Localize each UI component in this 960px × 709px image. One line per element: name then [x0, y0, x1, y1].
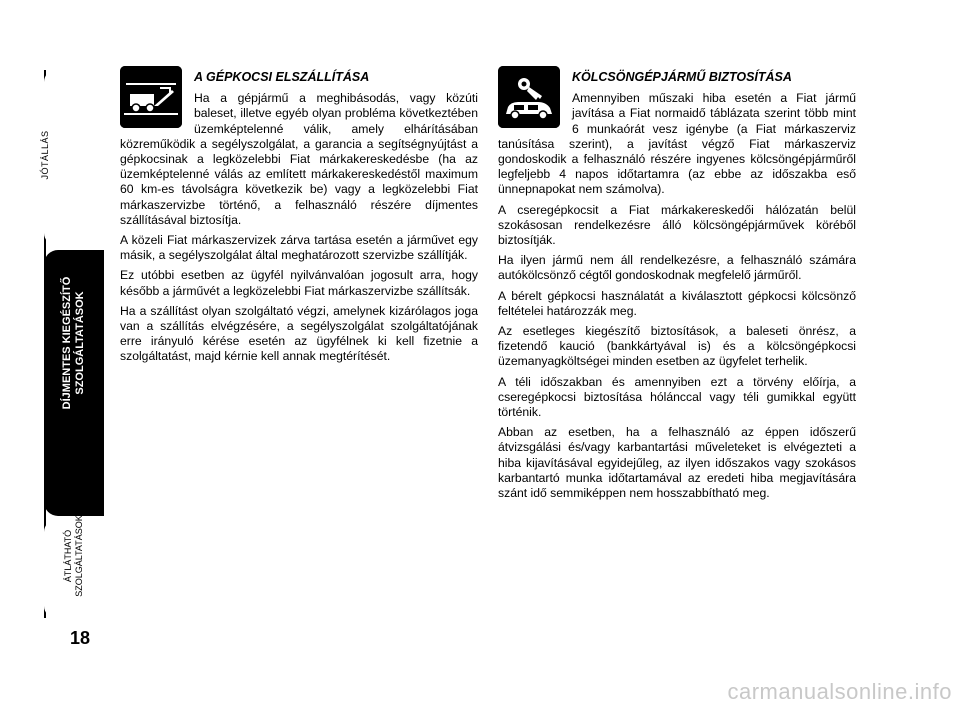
paragraph: Abban az esetben, ha a felhasználó az éppen időszerű átvizsgálási és/vagy karbantartási műveleteket is elvégezteti a hiba kijavításával egyidejűleg, az ilyen időszakos vagy szokásos karbantartó munka időtartamával az eredeti hiba megjavítására szánt idő semmiképpen nem hosszabbítható meg.	[498, 425, 856, 501]
section-heading: A GÉPKOCSI ELSZÁLLÍTÁSA	[194, 70, 370, 84]
paragraph: A bérelt gépkocsi használatát a kiválasztott gépkocsi kölcsönző feltételei határozzák meg.	[498, 288, 856, 318]
paragraph: Ha ilyen jármű nem áll rendelkezésre, a felhasználó számára autókölcsönző cégtől gondoskodnak megfelelő járműről.	[498, 253, 856, 283]
paragraph: Ez utóbbi esetben az ügyfél nyilvánvalóan jogosult arra, hogy később a járművét a legközelebbi Fiat márkaszervizbe szállítsák.	[120, 268, 478, 298]
tab-warranty-label: JÓTÁLLÁS	[40, 130, 50, 180]
paragraph: Ha a szállítást olyan szolgáltató végzi, amelynek kizárólagos joga van a szállítás elvégzésére, a segélyszolgálat szolgáltatójának erre irányuló kérése esetén az ügyfélnek ki kell fizetnie a szolgáltatást, majd kérnie kell annak megtérítését.	[120, 303, 478, 364]
tab-warranty[interactable]	[44, 70, 104, 245]
paragraph: A cseregépkocsit a Fiat márkakereskedői hálózatán belül szokásosan rendelkezésre álló kölcsöngépjárművek köréből biztosítják.	[498, 202, 856, 248]
tow-truck-icon	[120, 66, 182, 128]
section-heading: KÖLCSÖNGÉPJÁRMŰ BIZTOSÍTÁSA	[572, 70, 792, 84]
paragraph: Az esetleges kiegészítő biztosítások, a baleseti önrész, a fizetendő kaució (bankkártyával is) és a kölcsöngépkocsi üzemanyagköltségei minden esetben az ügyfelet terhelik.	[498, 324, 856, 369]
paragraph: Amennyiben műszaki hiba esetén a Fiat jármű javítása a Fiat normaidő táblázata szerint több mint 6 munkaórát vesz igénybe (a Fiat márkaszerviz tanúsítása szerint), a javítást végző Fiat márkaszerviz gondoskodik a felhasználó részére ingyenes kölcsöngépjárműről legfeljebb 4 napos időtartamra (az ebbe az időszakba eső ünnepnapokat nem számolva).	[498, 91, 856, 197]
tab-transparent-services-label: ÁTLÁTHATÓ SZOLGÁLTATÁSOK	[63, 515, 84, 597]
paragraph: A téli időszakban és amennyiben ezt a törvény előírja, a cseregépkocsi biztosítása hólánccal vagy téli gumikkal együtt történik.	[498, 374, 856, 420]
paragraph: Ha a gépjármű a meghibásodás, vagy közúti baleset, illetve egyéb olyan probléma következtében üzemképtelenné válik, amely elhárításában közreműködik a segélyszolgálat, a garancia a segítségnyújtást a gépkocsinak a legközelebbi Fiat márkakereskedésbe (ha az üzemképtelenné válás az említett márkakereskedéstől maximum 60 km-es távolságra következik be) vagy a legközelebbi Fiat márkaszervizbe történő, a felhasználó részére díjmentes szállításával biztosítja.	[120, 91, 478, 227]
paragraph: A közeli Fiat márkaszervizek zárva tartása esetén a járművet egy másik, a segélyszolgálat által meghatározott szervizbe szállítják.	[120, 233, 478, 263]
watermark: carmanualsonline.info	[727, 679, 952, 704]
car-key-icon	[498, 66, 560, 128]
page-number: 18	[70, 628, 91, 648]
tab-free-services-label: DÍJMENTES KIEGÉSZÍTŐ SZOLGÁLTATÁSOK	[61, 276, 86, 410]
section-replacement-car	[498, 66, 856, 506]
section-towing	[120, 66, 478, 370]
